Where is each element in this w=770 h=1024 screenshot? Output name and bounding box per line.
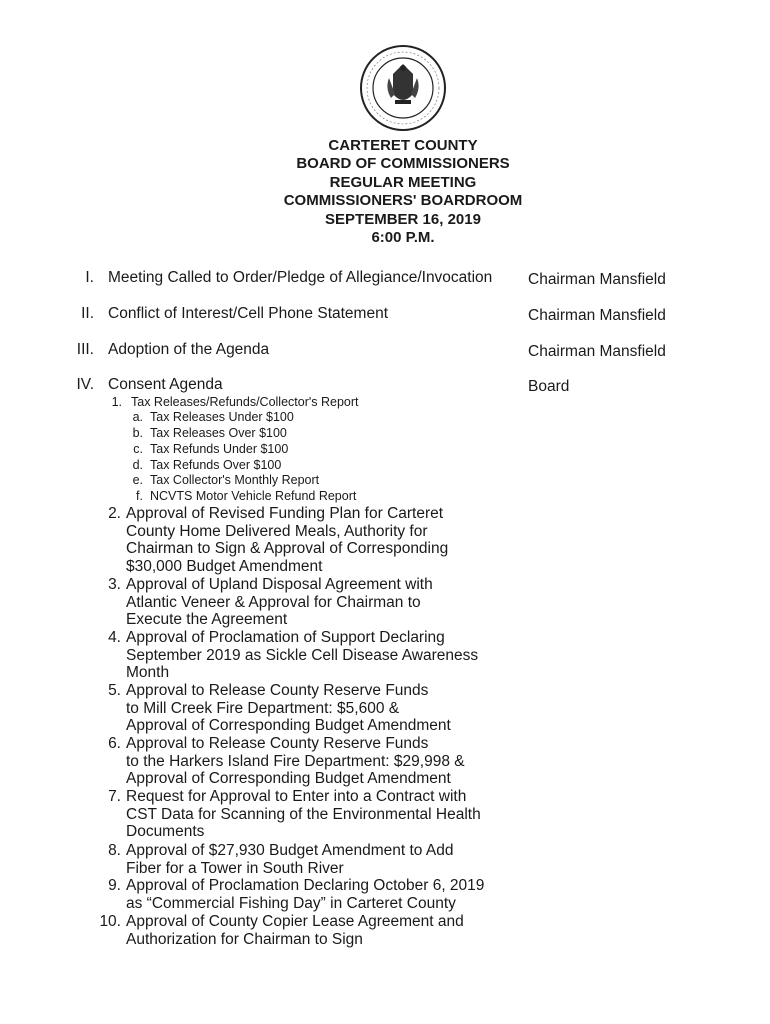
- consent-item-number: 10.: [99, 913, 121, 930]
- consent-item-text: Approval of Proclamation Declaring October 6, 2019 as “Commercial Fishing Day” in Carteret County: [126, 877, 485, 912]
- consent-item-text: Approval of $27,930 Budget Amendment to Add Fiber for a Tower in South River: [126, 842, 454, 877]
- consent-item-text: Approval of Upland Disposal Agreement with Atlantic Veneer & Approval for Chairman to Execute the Agreement: [126, 576, 433, 629]
- agenda-numeral: I.: [85, 269, 94, 286]
- agenda-item-title: Consent Agenda: [108, 376, 223, 393]
- meeting-date: SEPTEMBER 16, 2019: [325, 210, 481, 228]
- agenda-numeral: II.: [81, 305, 94, 322]
- meeting-type: REGULAR MEETING: [329, 173, 477, 191]
- agenda-numeral: IV.: [76, 376, 94, 393]
- consent-item-number: 1.: [111, 395, 122, 409]
- consent-item-number: 5.: [108, 682, 121, 699]
- consent-item-number: 4.: [108, 629, 121, 646]
- agenda-item-title: Adoption of the Agenda: [108, 341, 270, 358]
- agenda-presenter: Chairman Mansfield: [528, 343, 666, 360]
- consent-item-text: Approval of Proclamation of Support Declaring September 2019 as Sickle Cell Disease Awareness Month: [126, 629, 479, 682]
- consent-item-text: Approval to Release County Reserve Funds to the Harkers Island Fire Department: $29,998 & Approval of Corresponding Budget Amendment: [126, 735, 465, 788]
- agenda-item-title: Meeting Called to Order/Pledge of Allegiance/Invocation: [108, 269, 493, 286]
- consent-item-text: Request for Approval to Enter into a Contract with CST Data for Scanning of the Environmental Health Documents: [126, 788, 481, 841]
- board-name: BOARD OF COMMISSIONERS: [296, 155, 510, 173]
- agenda-presenter: Chairman Mansfield: [528, 307, 666, 324]
- meeting-header: [0, 137, 770, 247]
- consent-item-number: 6.: [108, 735, 121, 752]
- meeting-time: 6:00 P.M.: [371, 229, 435, 247]
- consent-item-title: Tax Releases/Refunds/Collector's Report: [131, 395, 359, 409]
- agenda-numeral: III.: [76, 341, 94, 358]
- consent-item-text: Approval to Release County Reserve Funds to Mill Creek Fire Department: $5,600 & Approval of Corresponding Budget Amendment: [126, 682, 451, 735]
- consent-item-number: 2.: [108, 505, 121, 522]
- consent-item-number: 3.: [108, 576, 121, 593]
- county-name: CARTERET COUNTY: [328, 137, 478, 154]
- meeting-location: COMMISSIONERS' BOARDROOM: [283, 192, 523, 210]
- consent-item-number: 9.: [108, 877, 121, 894]
- consent-item-number: 8.: [108, 842, 121, 859]
- agenda-presenter: Board: [528, 378, 570, 395]
- agenda-presenter: Chairman Mansfield: [528, 271, 666, 288]
- consent-item-number: 7.: [108, 788, 121, 805]
- county-seal-logo: [359, 44, 447, 132]
- consent-item-text: Approval of Revised Funding Plan for Carteret County Home Delivered Meals, Authority for Chairman to Sign & Approval of Corresponding $30,000 Budget Amendment: [126, 505, 449, 575]
- agenda-item-title: Conflict of Interest/Cell Phone Statement: [108, 305, 389, 322]
- consent-item-text: Approval of County Copier Lease Agreement and Authorization for Chairman to Sign: [126, 913, 464, 948]
